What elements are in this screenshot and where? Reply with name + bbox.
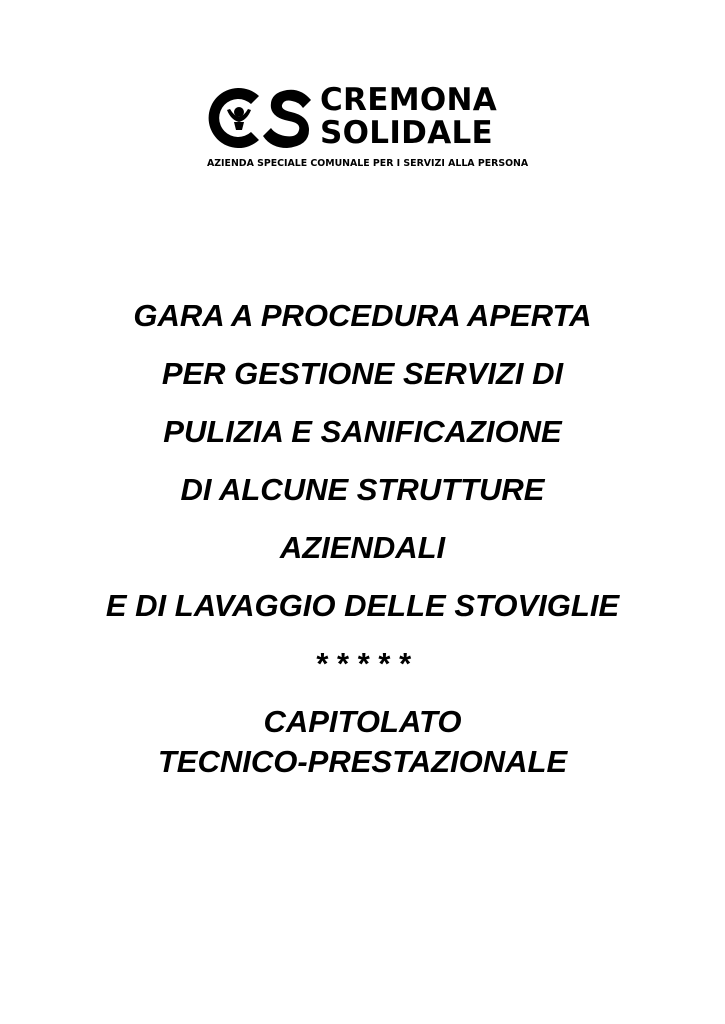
title-line-3: PULIZIA E SANIFICAZIONE bbox=[163, 414, 562, 449]
title-line-4: DI ALCUNE STRUTTURE bbox=[180, 472, 545, 507]
logo-name-line2: SOLIDALE bbox=[320, 115, 494, 151]
company-logo bbox=[205, 82, 529, 174]
title-line-2: PER GESTIONE SERVIZI DI bbox=[161, 356, 564, 391]
logo-tagline: AZIENDA SPECIALE COMUNALE PER I SERVIZI ALLA PERSONA bbox=[207, 158, 529, 169]
subtitle-line-2: TECNICO-PRESTAZIONALE bbox=[157, 744, 568, 779]
separator-asterisks: * * * * * bbox=[315, 646, 410, 681]
logo-company-name bbox=[320, 84, 497, 150]
title-line-5: AZIENDALI bbox=[279, 530, 446, 565]
title-line-6: E DI LAVAGGIO DELLE STOVIGLIE bbox=[105, 588, 620, 623]
subtitle-line-1: CAPITOLATO bbox=[263, 704, 462, 739]
title-line-1: GARA A PROCEDURA APERTA bbox=[133, 298, 592, 333]
logo-name-line1: CREMONA bbox=[320, 82, 498, 118]
cs-logo-mark-icon bbox=[205, 84, 317, 152]
